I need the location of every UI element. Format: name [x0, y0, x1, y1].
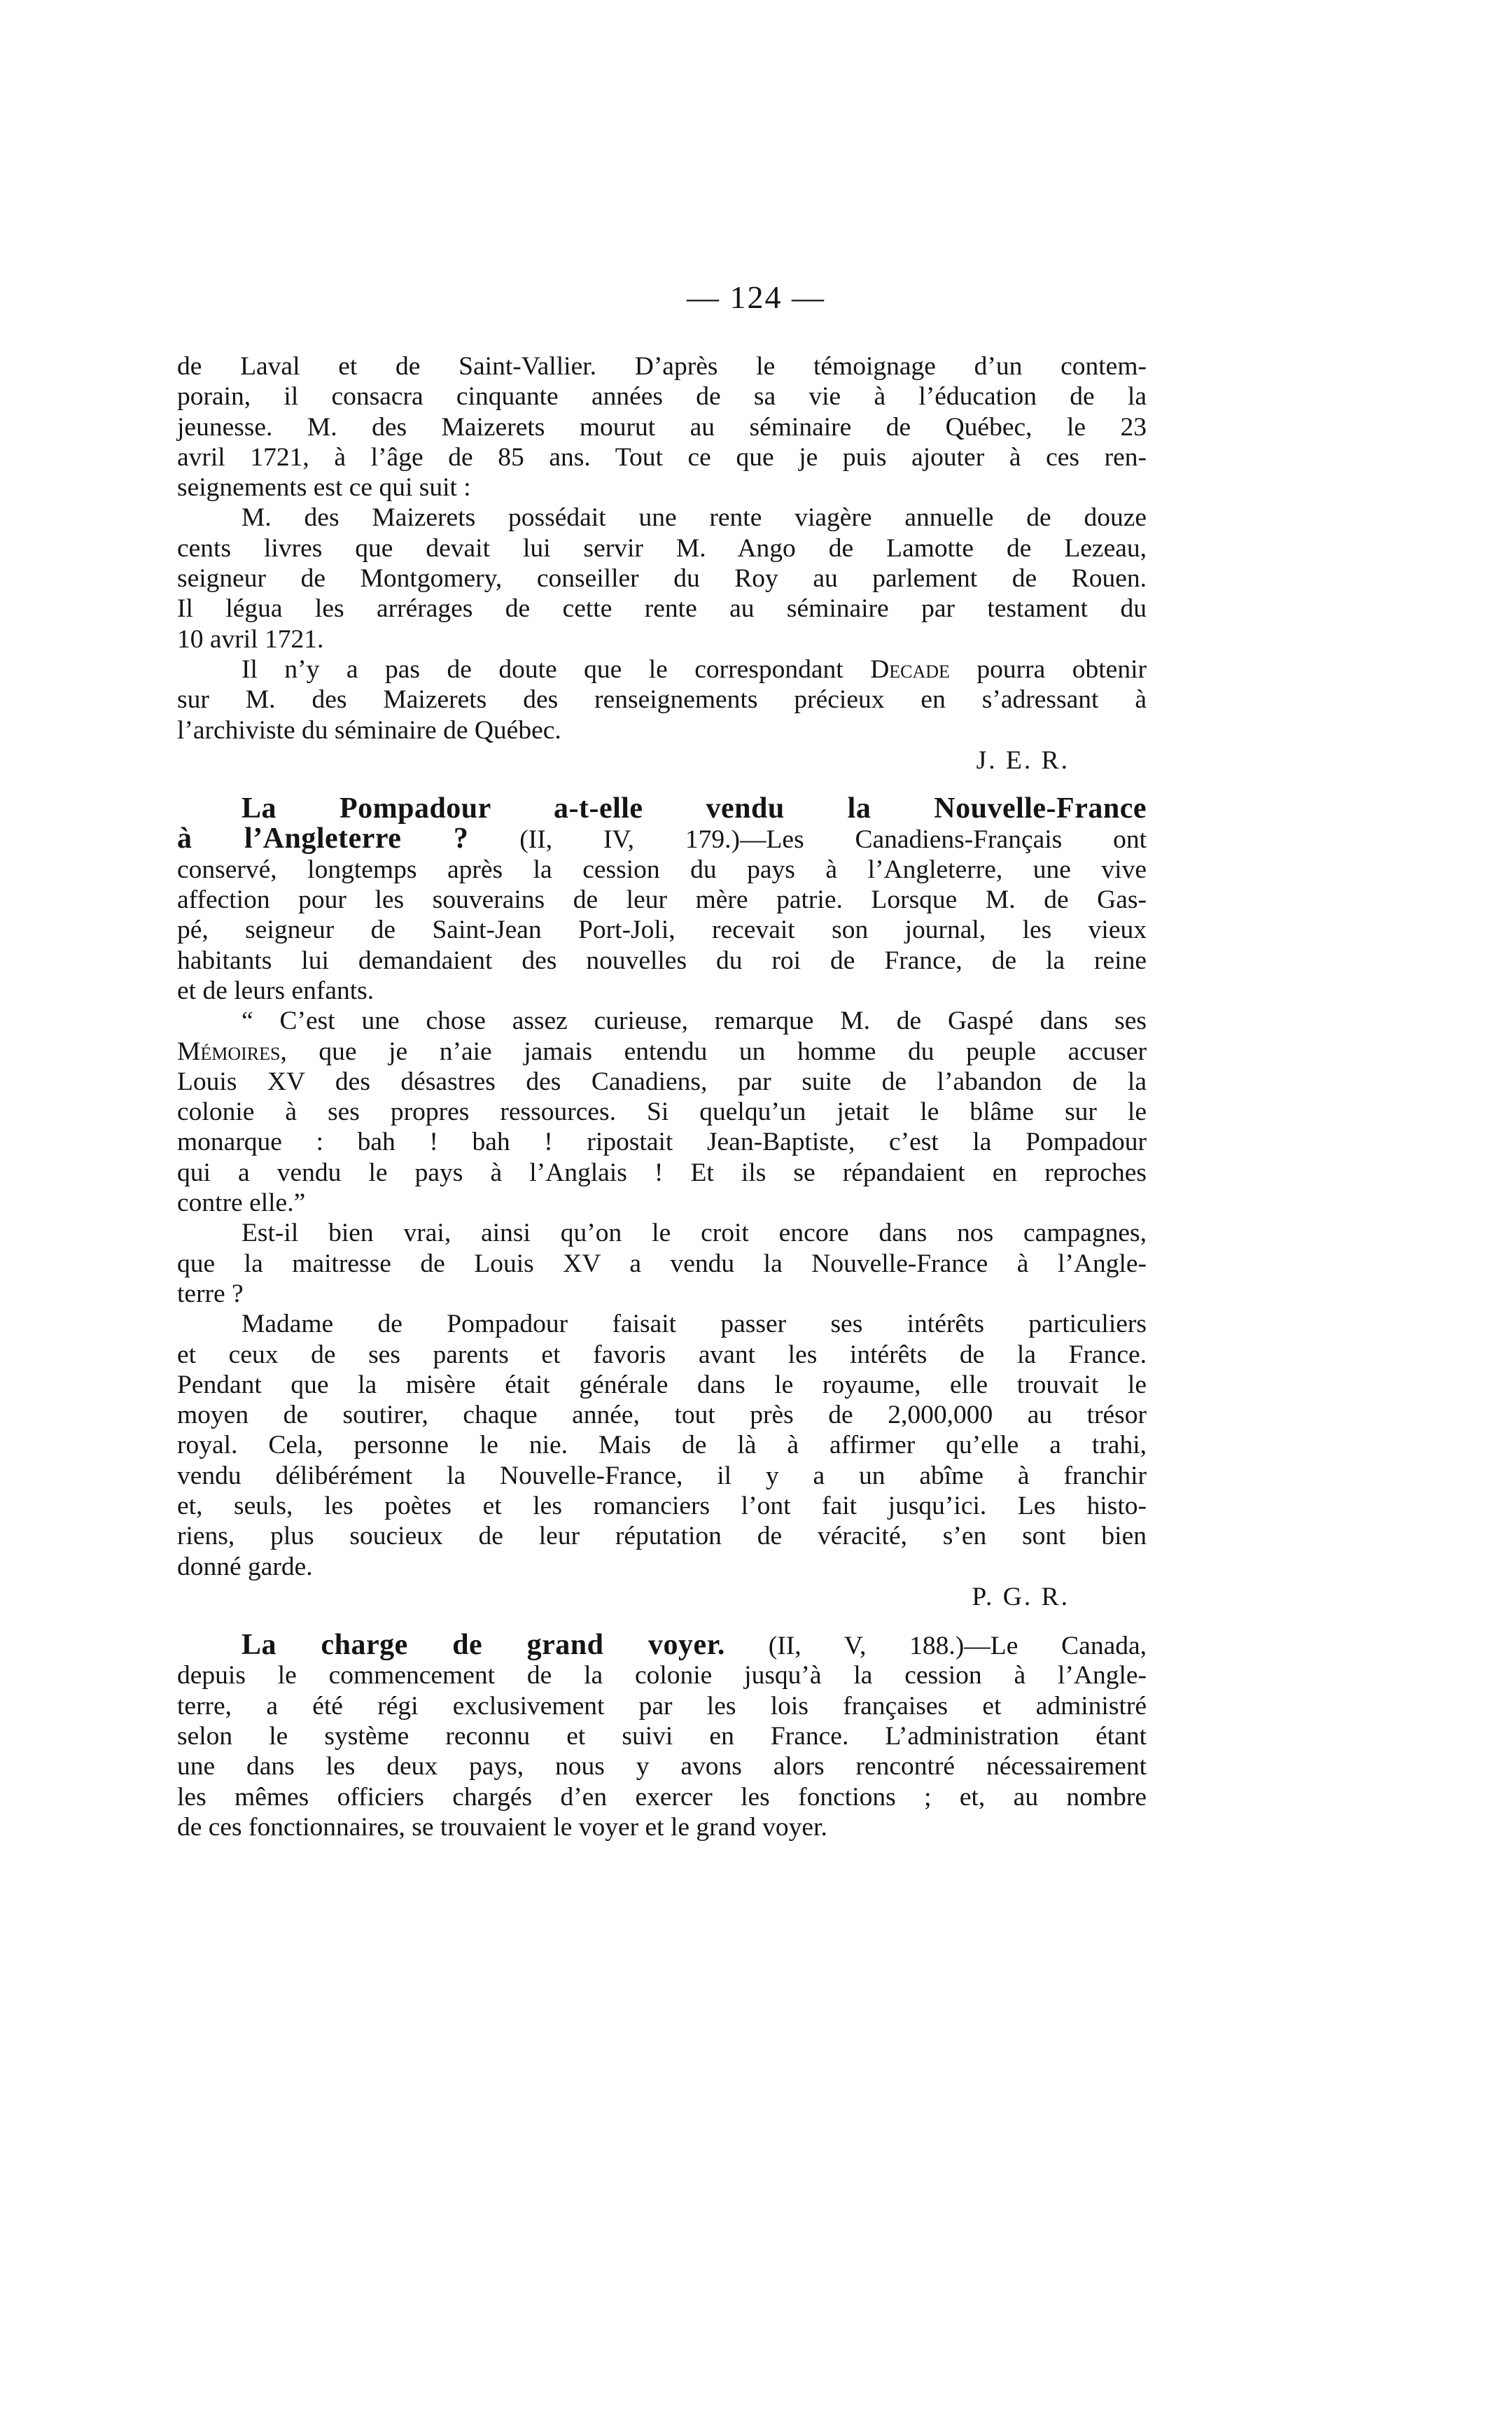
text-line: habitants lui demandaient des nouvelles du roi de France, de la reine: [177, 946, 1147, 975]
text-line: Pendant que la misère était générale dans le royaume, elle trouvait le: [177, 1370, 1147, 1399]
text-line: M. des Maizerets possédait une rente viagère annuelle de douze: [241, 503, 1147, 533]
text-line: seigneur de Montgomery, conseiller du Roy au parlement de Rouen.: [177, 564, 1147, 594]
text-line: de Laval et de Saint-Vallier. D’après le témoignage d’un contem-: [177, 352, 1147, 381]
text-line: pé, seigneur de Saint-Jean Port-Joli, recevait son journal, les vieux: [177, 916, 1147, 945]
text-line: Madame de Pompadour faisait passer ses intérêts particuliers: [241, 1310, 1147, 1339]
text-line: terre, a été régi exclusivement par les lois françaises et administré: [177, 1691, 1147, 1721]
text-line: Il légua les arrérages de cette rente au séminaire par testament du: [177, 594, 1147, 624]
text-line: jeunesse. M. des Maizerets mourut au séminaire de Québec, le 23: [177, 412, 1147, 442]
text-line: une dans les deux pays, nous y avons alors rencontré nécessairement: [177, 1752, 1147, 1781]
text-line: avril 1721, à l’âge de 85 ans. Tout ce que je puis ajouter à ces ren-: [177, 442, 1147, 472]
text-line: affection pour les souverains de leur mère patrie. Lorsque M. de Gas-: [177, 885, 1147, 915]
text-line: sur M. des Maizerets des renseignements précieux en s’adressant à: [177, 685, 1147, 715]
text-line: porain, il consacra cinquante années de sa vie à l’éducation de la: [177, 382, 1147, 412]
quote-line: “ C’est une chose assez curieuse, remarque M. de Gaspé dans ses: [241, 1007, 1147, 1036]
page-number: — 124 —: [687, 279, 825, 315]
text-line: Il n’y a pas de doute que le correspondant Decade pourra obtenir: [241, 654, 1147, 684]
quote-line: Louis XV des désastres des Canadiens, par suite de l’abandon de la: [177, 1067, 1147, 1096]
text-line: riens, plus soucieux de leur réputation de véracité, s’en sont bien: [177, 1522, 1147, 1551]
text-block: [177, 351, 1147, 1842]
text-line: seignements est ce qui suit :: [177, 473, 471, 503]
signature: P. G. R.: [972, 1582, 1070, 1611]
text-line: terre ?: [177, 1279, 244, 1308]
section-heading: La Pompadour a-t-elle vendu la Nouvelle-France: [241, 792, 1147, 825]
text-line: de ces fonctionnaires, se trouvaient le voyer et le grand voyer.: [177, 1812, 827, 1842]
text-line: selon le système reconnu et suivi en France. L’administration étant: [177, 1722, 1147, 1751]
quote-line: contre elle.”: [177, 1189, 306, 1218]
reference: (II, IV, 179.)—Les Canadiens-Français ont: [468, 825, 1147, 855]
text-line: cents livres que devait lui servir M. Ango de Lamotte de Lezeau,: [177, 533, 1147, 563]
text-line: 10 avril 1721.: [177, 624, 324, 654]
text-line: conservé, longtemps après la cession du pays à l’Angleterre, une vive: [177, 855, 1147, 884]
text-line: royal. Cela, personne le nie. Mais de là à affirmer qu’elle a trahi,: [177, 1431, 1147, 1460]
quote-line: qui a vendu le pays à l’Anglais ! Et ils se répandaient en reproches: [177, 1158, 1147, 1187]
section-heading: à l’Angleterre ?: [177, 822, 469, 855]
quote-line: monarque : bah ! bah ! ripostait Jean-Baptiste, c’est la Pompadour: [177, 1128, 1147, 1157]
small-caps-name: Decade: [870, 654, 950, 684]
section-heading: La charge de grand voyer.: [241, 1629, 725, 1662]
small-caps-title: Mémoires: [177, 1037, 281, 1066]
text-line: l’archiviste du séminaire de Québec.: [177, 715, 561, 745]
text-line: et, seuls, les poètes et les romanciers l’ont fait jusqu’ici. Les histo-: [177, 1491, 1147, 1520]
text-line: depuis le commencement de la colonie jusqu’à la cession à l’Angle-: [177, 1661, 1147, 1690]
text-line: vendu délibérément la Nouvelle-France, il y a un abîme à franchir: [177, 1461, 1147, 1490]
text-line: les mêmes officiers chargés d’en exercer les fonctions ; et, au nombre: [177, 1782, 1147, 1812]
text-line: donné garde.: [177, 1552, 313, 1581]
text-line: [177, 824, 1147, 854]
text-line: moyen de soutirer, chaque année, tout près de 2,000,000 au trésor: [177, 1401, 1147, 1430]
text-line: Est-il bien vrai, ainsi qu’on le croit encore dans nos campagnes,: [241, 1219, 1147, 1248]
text-line: et ceux de ses parents et favoris avant les intérêts de la France.: [177, 1340, 1147, 1369]
text-line: que la maitresse de Louis XV a vendu la Nouvelle-France à l’Angle-: [177, 1249, 1147, 1278]
reference: (II, V, 188.)—Le Canada,: [724, 1632, 1147, 1661]
signature: J. E. R.: [976, 745, 1070, 775]
text-line: [177, 1630, 1147, 1660]
text-line: et de leurs enfants.: [177, 976, 374, 1005]
quote-line: Mémoires, que je n’aie jamais entendu un homme du peuple accuser: [177, 1037, 1147, 1066]
quote-line: colonie à ses propres ressources. Si quelqu’un jetait le blâme sur le: [177, 1098, 1147, 1127]
